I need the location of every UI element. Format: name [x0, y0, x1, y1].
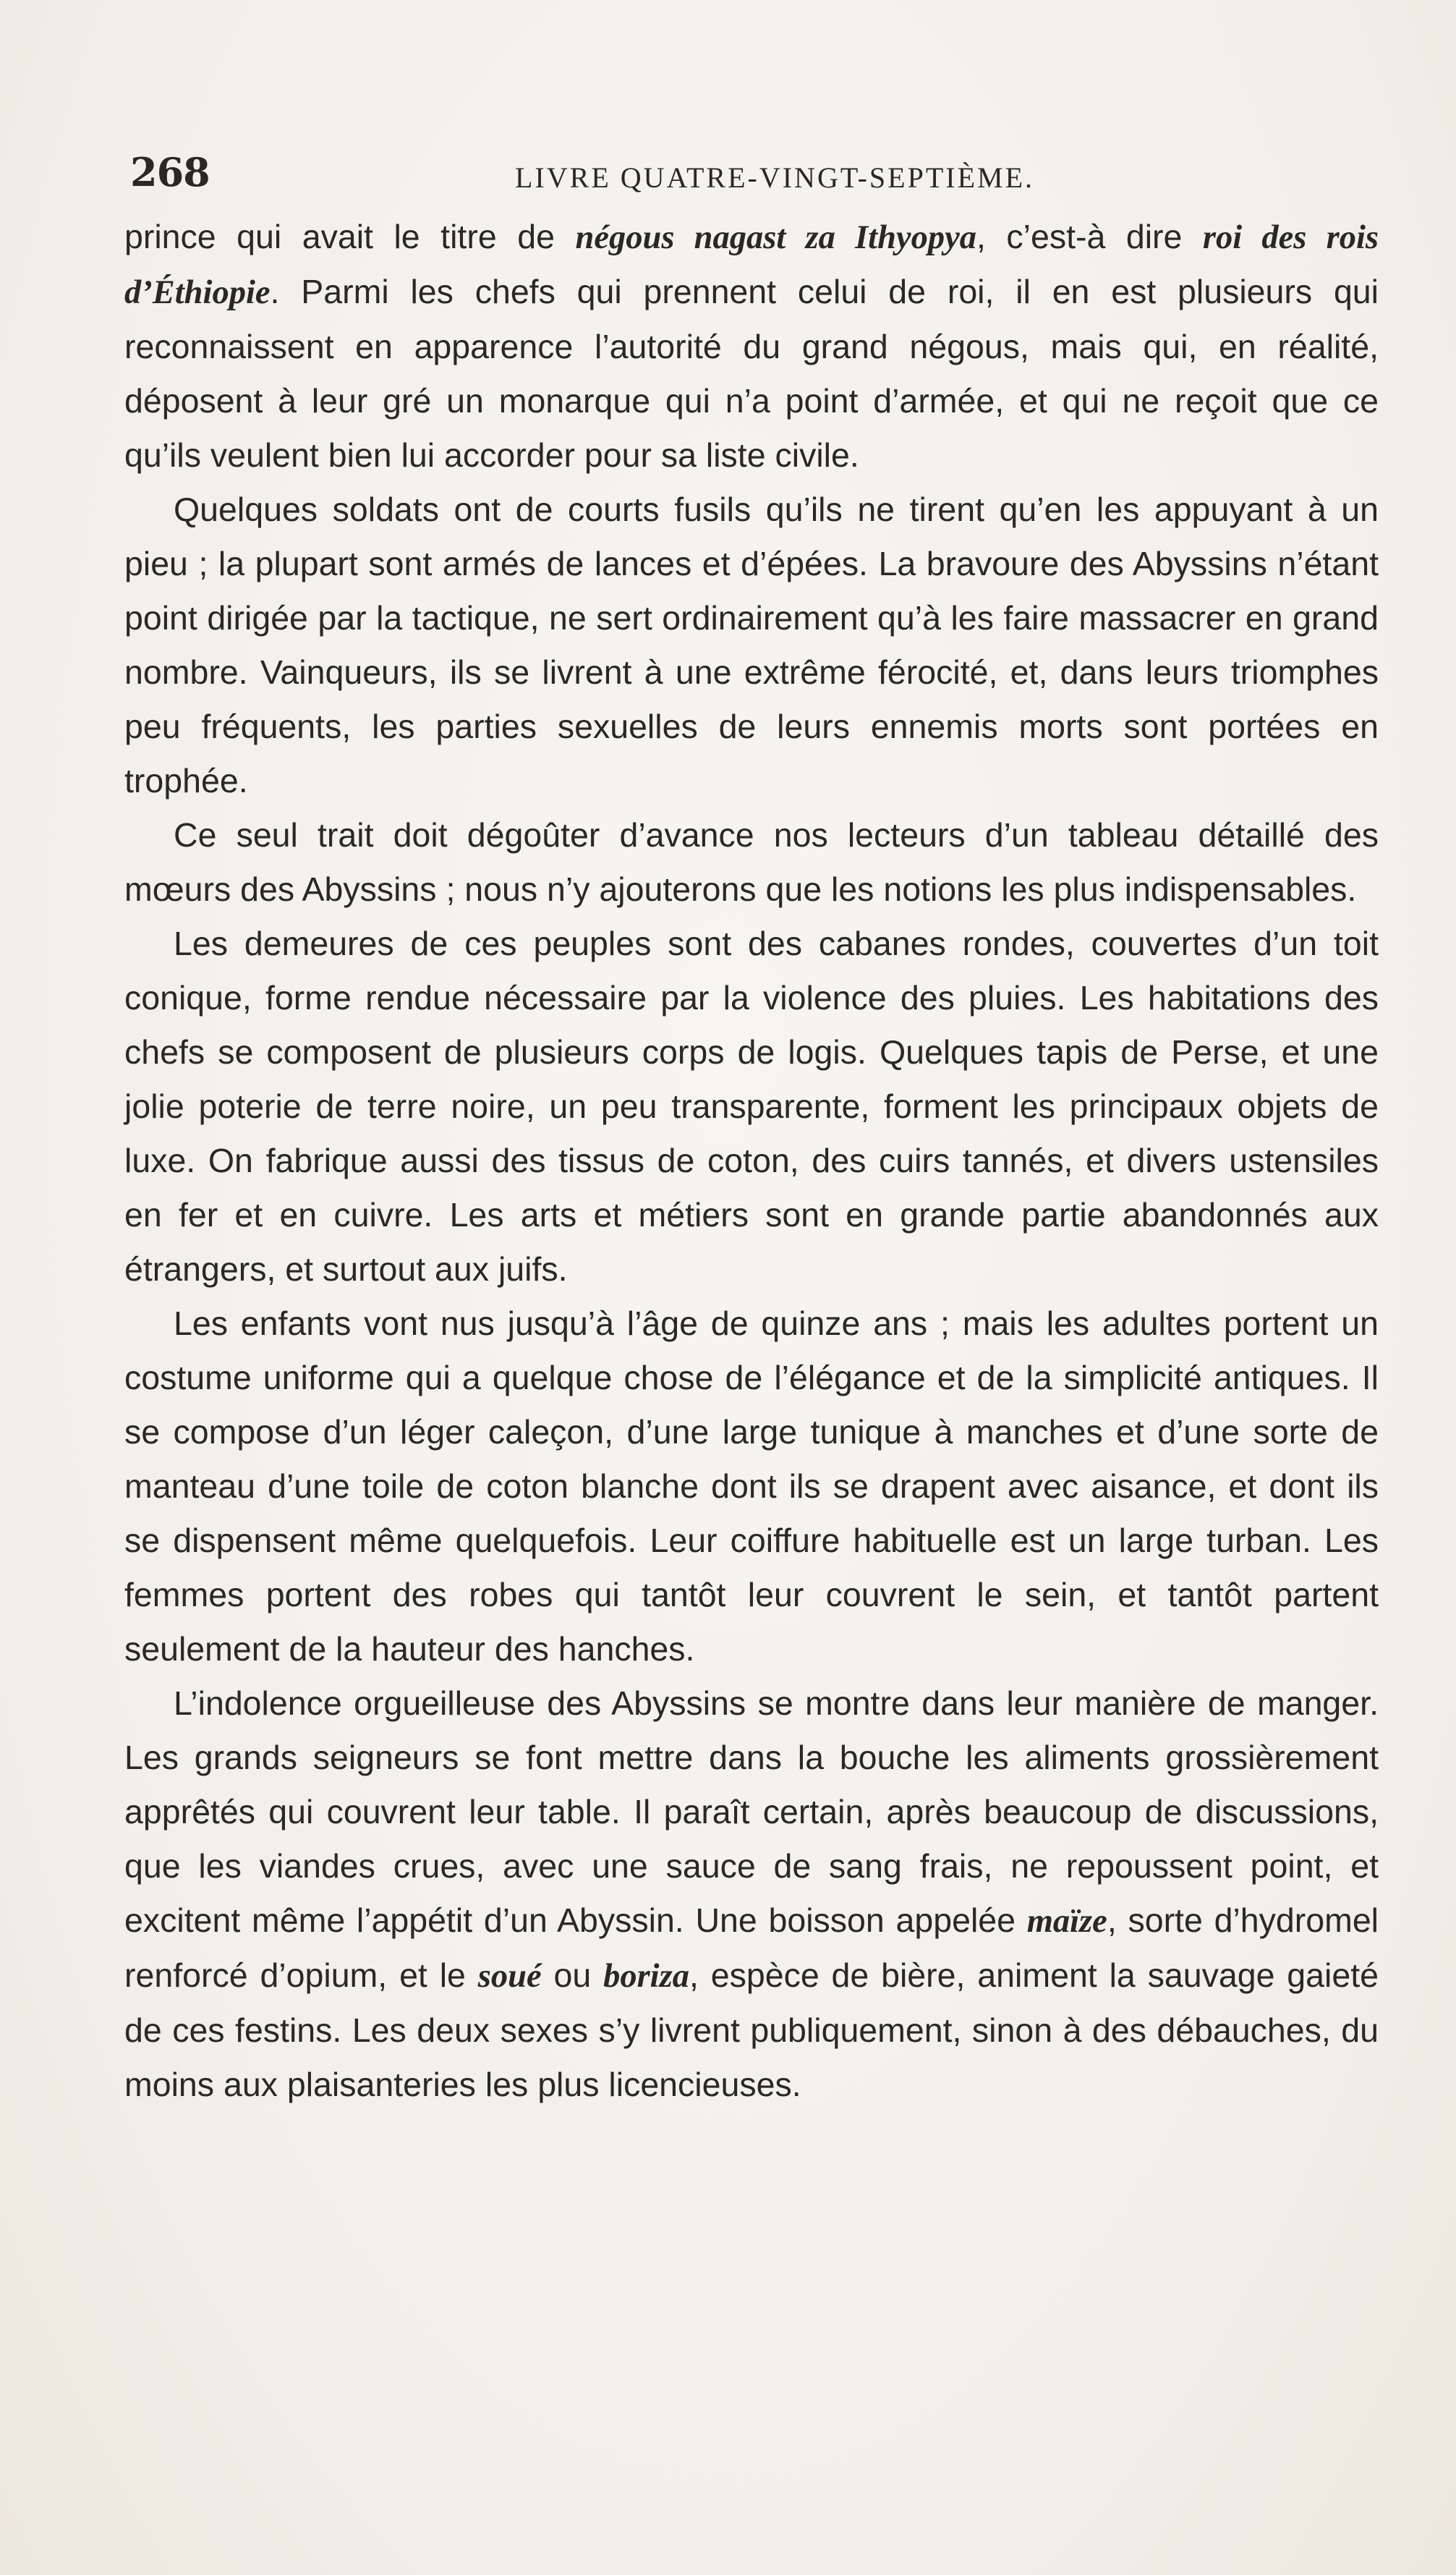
paragraph-4 [124, 917, 1379, 1297]
paragraph-6 [124, 1676, 1379, 2112]
text-run: , c’est-à dire [976, 218, 1203, 255]
text-run: Les demeures de ces peuples sont des cabanes rondes, couvertes d’un toit conique, forme rendue nécessaire par la violence des pluies. Les habitations des chefs se composent de plusieurs corps de logis. Quelques tapis de Perse, et une jolie poterie de terre noire, un peu transparente, forment les principaux objets de luxe. On fabrique aussi des tissus de coton, des cuirs tannés, et divers ustensiles en fer et en cuivre. Les arts et métiers sont en grande partie abandonnés aux étrangers, et surtout aux juifs. [124, 925, 1379, 1288]
text-run: Quelques soldats ont de courts fusils qu’ils ne tirent qu’en les appuyant à un pieu ; la plupart sont armés de lances et d’épées. La bravoure des Abyssins n’étant point dirigée par la tactique, ne sert ordinairement qu’à les faire massacrer en grand nombre. Vainqueurs, ils se livrent à une extrême férocité, et, dans leurs triomphes peu fréquents, les parties sexuelles de leurs ennemis morts sont portées en trophée. [124, 491, 1379, 799]
italic-term: négous nagast za Ithyopya [575, 219, 976, 256]
paragraph-1 [124, 210, 1379, 483]
text-run: Les enfants vont nus jusqu’à l’âge de quinze ans ; mais les adultes portent un costume uniforme qui a quelque chose de l’élégance et de la simplicité antiques. Il se compose d’un léger caleçon, d’une large tunique à manches et d’une sorte de manteau d’une toile de coton blanche dont ils se drapent avec aisance, et dont ils se dispensent même quelquefois. Leur coiffure habituelle est un large turban. Les femmes portent des robes qui tantôt leur couvrent le sein, et tantôt partent seulement de la hauteur des hanches. [124, 1305, 1379, 1668]
text-run: ou [541, 1956, 604, 1994]
italic-term: boriza [603, 1958, 689, 1995]
paragraph-5 [124, 1297, 1379, 1676]
italic-term: roi des rois d’Éthiopie [124, 219, 1379, 311]
paragraph-3 [124, 808, 1379, 917]
text-run: Ce seul trait doit dégoûter d’avance nos lecteurs d’un tableau détaillé des mœurs des Abyssins ; nous n’y ajouterons que les notions les plus indispensables. [124, 816, 1379, 908]
text-run: . Parmi les chefs qui prennent celui de roi, il en est plusieurs qui reconnaissent en apparence l’autorité du grand négous, mais qui, en réalité, déposent à leur gré un monarque qui n’a point d’armée, et qui ne reçoit que ce qu’ils veulent bien lui accorder pour sa liste civile. [124, 273, 1379, 474]
text-run: prince qui avait le titre de [124, 218, 576, 255]
text-run: L’indolence orgueilleuse des Abyssins se montre dans leur manière de manger. Les grands seigneurs se font mettre dans la bouche les aliments grossièrement apprêtés qui couvrent leur table. Il paraît certain, après beaucoup de discussions, que les viandes crues, avec une sauce de sang frais, ne repoussent point, et excitent même l’appétit d’un Abyssin. Une boisson appelée [124, 1684, 1379, 1939]
text-run: , sorte d’hydromel renforcé d’opium, et le [124, 1901, 1379, 1994]
text-run: , espèce de bière, animent la sauvage gaieté de ces festins. Les deux sexes s’y livrent publiquement, sinon à des débauches, du moins aux plaisanteries les plus licencieuses. [124, 1956, 1379, 2103]
running-title: LIVRE QUATRE-VINGT-SEPTIÈME. [515, 161, 1035, 194]
paragraph-2 [124, 483, 1379, 808]
italic-term: maïze [1026, 1903, 1107, 1940]
page-number: 268 [130, 149, 210, 195]
body-text [124, 210, 1379, 2112]
running-head [124, 149, 1368, 200]
italic-term: soué [477, 1958, 542, 1995]
